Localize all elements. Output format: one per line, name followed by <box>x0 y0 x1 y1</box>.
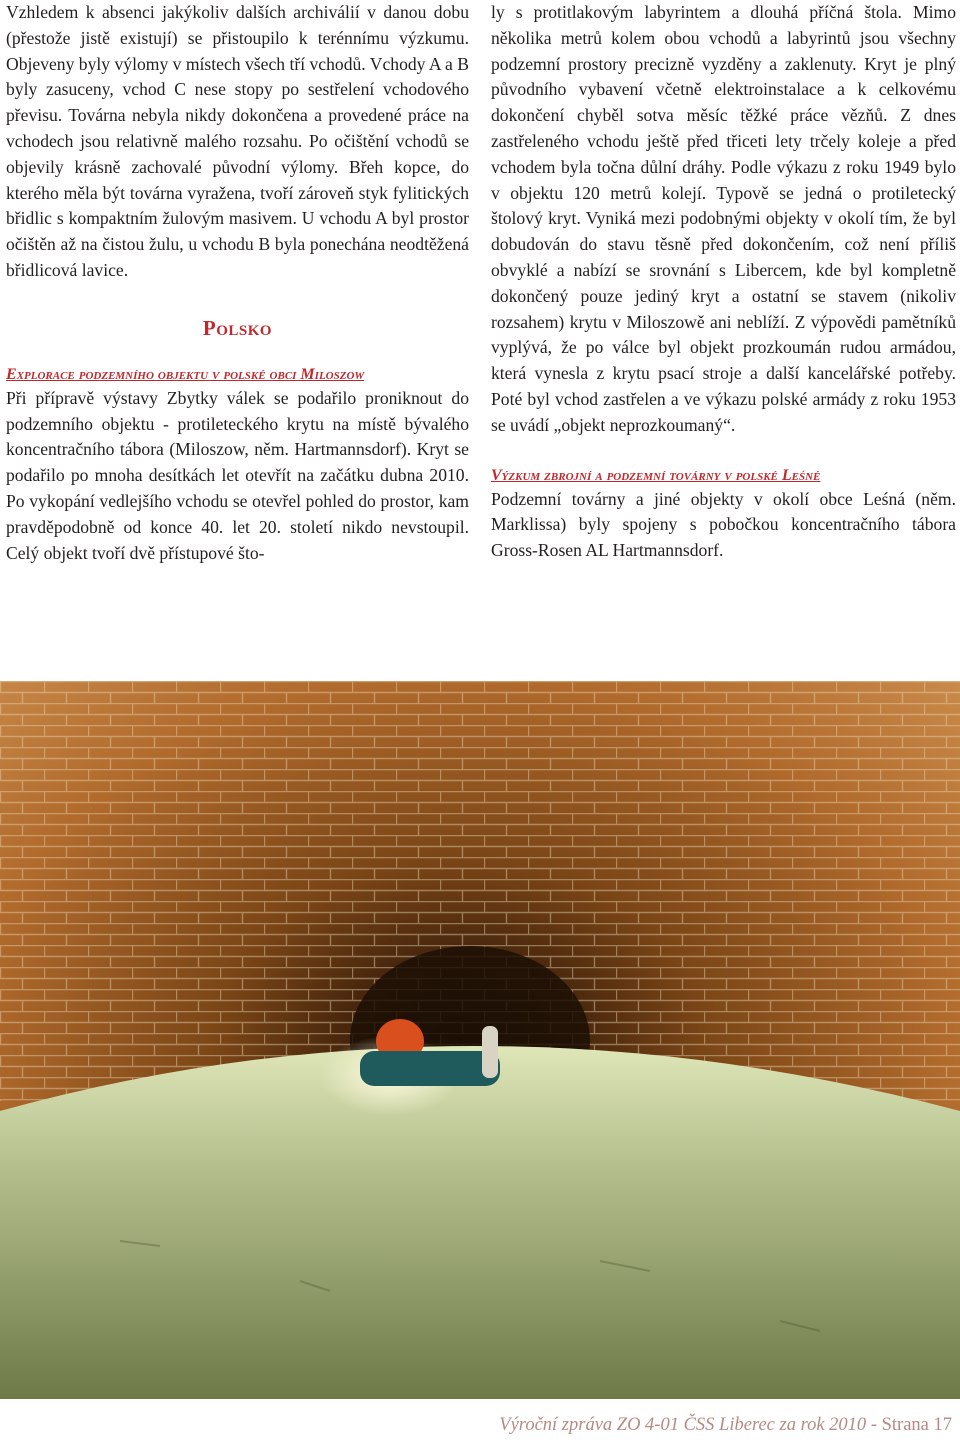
flooded-brick-tunnel-illustration <box>0 681 960 1399</box>
miloszow-paragraph: Při přípravě výstavy Zbytky válek se podařilo proniknout do podzemního objektu - protileteckého krytu na místě bývalého koncentračního tábora (Miloszow, něm. Hartmannsdorf). Kryt se podařilo po mnoha desítkách let otevřít na začátku dubna 2010. Po vykopání vedlejšího vchodu se otevřel pohled do prostor, kam pravděpodobně od konce 40. let 20. století nikdo nevstoupil. Celý objekt tvoří dvě přístupové što- <box>6 387 469 563</box>
subsection-title-miloszow: Explorace podzemního objektu v polské obci Miloszow <box>6 365 365 383</box>
subsection-title-lesna: Výzkum zbrojní a podzemní továrny v polské Leśné <box>491 466 821 484</box>
footer-separator: - <box>866 1415 882 1435</box>
section-title-polsko: Polsko <box>202 315 273 340</box>
page-footer <box>499 1413 952 1437</box>
lesna-paragraph: Podzemní továrny a jiné objekty v okolí obce Leśná (něm. Marklissa) byly spojeny s pobočkou koncentračního tábora Gross-Rosen AL Hartmannsdorf. <box>491 488 956 561</box>
continued-paragraph: ly s protitlakovým labyrintem a dlouhá příčná štola. Mimo několika metrů kolem obou vchodů a labyrintů jsou všechny podzemní prostory precizně vyzděny a zaklenuty. Kryt je plný původního vybavení včetně elektroinstalace a k celkovému dokončení chyběl sotva měsíc těžké práce vězňů. Z dnes zastřeleného vchodu ještě před třiceti lety trčely koleje a před vchodem byla točna důlní dráhy. Podle výkazu z roku 1949 bylo v objektu 120 metrů kolejí. Typově se jedná o protiletecký štolový kryt. Vyniká mezi podobnými objekty v okolí tím, že byl dobudován do stavu těsně před dokončením, což není příliš obvyklé a nabízí se srovnání s Libercem, kde byl kompletně dokončený pouze jediný kryt a ostatní se stavem (nikoliv rozsahem) krytu v Miloszowě ani neblíží. Z výpovědi pamětníků vyplývá, že po válce byl objekt prozkoumán rudou armádou, která vynesla z krytu psací stroje a další kancelářské potřeby. Poté byl vchod zastřelen a ve výkazu polské armády z roku 1953 se uvádí „objekt neprozkoumaný“. <box>491 2 956 435</box>
page-number: Strana 17 <box>881 1415 952 1435</box>
tunnel-photo <box>0 681 960 1399</box>
left-column <box>6 0 469 566</box>
right-column <box>491 0 956 564</box>
footer-report-title: Výroční zpráva ZO 4-01 ČSS Liberec za rok 2010 <box>499 1415 867 1435</box>
intro-paragraph: Vzhledem k absenci jakýkoliv dalších archiválií v danou dobu (přestože jistě existují) se přistoupilo k terénnímu výzkumu. Objeveny byly výlomy v místech všech tří vchodů. Vchody A a B byly zasuceny, vchod C nese stopy po sestřelení vchodového převisu. Továrna nebyla nikdy dokončena a provedené práce na vchodech jsou relativně malého rozsahu. Po očištění vchodů se objevily krásně zachovalé původní výlomy. Břeh kopce, do kterého měla být továrna vyražena, tvoří zároveň styk fylitických břidlic s kompaktním žulovým masivem. U vchodu A byl prostor očištěn až na čistou žulu, u vchodu B byla ponechána neodtěžená břidlicová lavice. <box>6 2 469 280</box>
